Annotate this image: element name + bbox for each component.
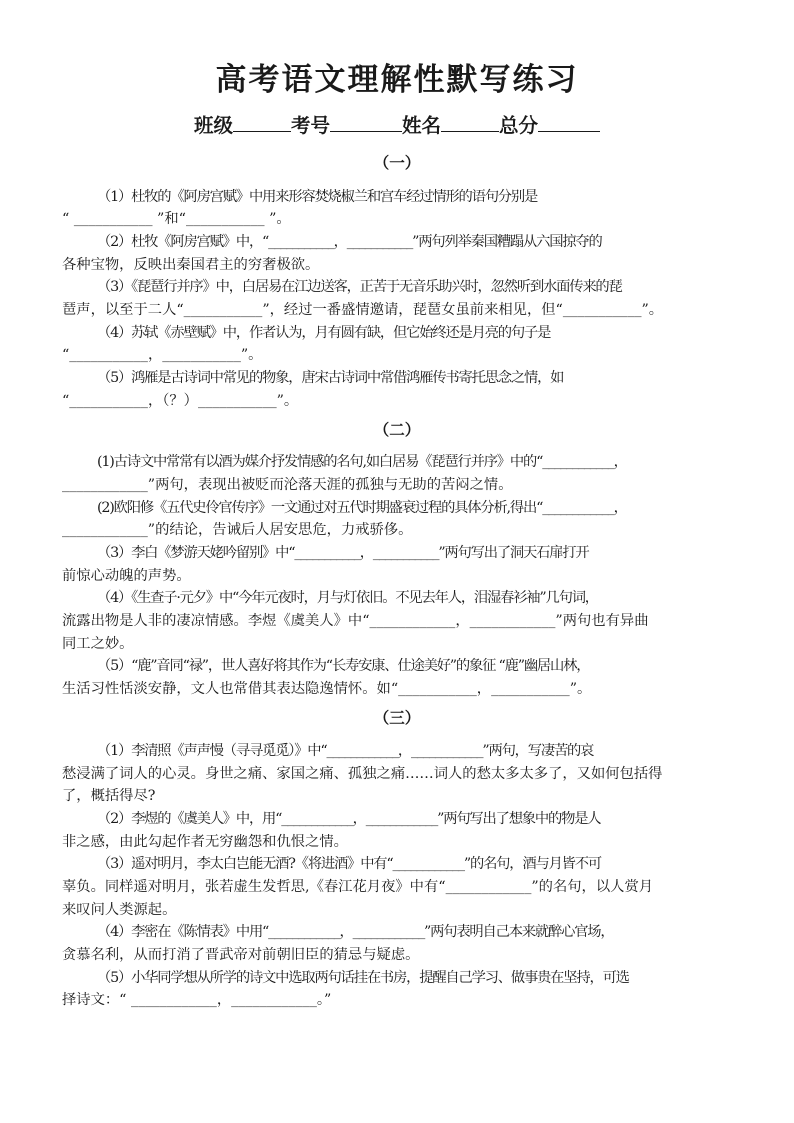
- name-label: 姓名: [402, 114, 442, 137]
- question-line: (1)古诗文中常常有以酒为媒介抒发情感的名句,如白居易《琵琶行并序》中的“____________，: [97, 454, 627, 470]
- total-field[interactable]: [538, 110, 600, 132]
- question-line: (2)欧阳修《五代史伶官传序》一文通过对五代时期盛衰过程的具体分析,得出“____________，: [97, 500, 627, 516]
- question-line: （2）李煜的《虞美人》中，用“____________，____________”两句写出了想象中的物是人: [97, 811, 601, 827]
- section-heading: （一）: [373, 154, 421, 172]
- question-line: 前惊心动魄的声势。: [62, 568, 191, 584]
- question-line: （1）杜牧的《阿房宫赋》中用来形容焚烧椒兰和宫车经过情形的语句分别是: [97, 189, 538, 205]
- question-line: （3）李白《梦游天姥吟留别》中“___________，___________”两句写出了洞天石扉打开: [97, 545, 589, 561]
- question-line: （5）小华同学想从所学的诗文中选取两句话挂在书房，提醒自己学习、做事贵在坚持，可选: [97, 970, 629, 986]
- student-info-line: [0, 110, 794, 141]
- section-heading: （三）: [373, 709, 421, 727]
- question-line: ____________”的结论，告诫后人居安思危，力戒骄侈。: [62, 522, 413, 538]
- question-line: 流露出物是人非的凄凉情感。李煜《虞美人》中“____________，____________”两句也有异曲: [62, 613, 649, 629]
- question-line: “___________，___________”。: [62, 347, 263, 363]
- question-line: 辜负。同样遥对明月，张若虚生发哲思,《春江花月夜》中有“____________”的名句，以人赏月: [62, 879, 654, 895]
- class-label: 班级: [193, 114, 233, 137]
- question-line: （5）“鹿”音同“禄”，世人喜好将其作为“长寿安康、仕途美好”的象征 “鹿”幽居山林，: [97, 658, 590, 674]
- question-line: 各种宝物，反映出秦国君主的穷奢极欲。: [62, 257, 320, 273]
- question-line: （4）《生查子·元夕》中“今年元夜时，月与灯依旧。不见去年人，泪湿春衫袖”几句词，: [97, 590, 598, 606]
- exam-no-field[interactable]: [330, 110, 402, 132]
- question-line: 生活习性恬淡安静，文人也常借其表达隐逸情怀。如“___________，___________”。: [62, 681, 592, 697]
- question-line: “ ___________ ”和“___________ ”。: [62, 211, 291, 227]
- question-line: 了，概括得尽?: [62, 788, 156, 804]
- question-line: 同工之妙。: [62, 636, 134, 652]
- question-line: （3）《琵琶行并序》中，白居易在江边送客，正苦于无音乐助兴时，忽然听到水面传来的琵: [97, 279, 622, 295]
- question-line: （5）鸿雁是古诗词中常见的物象，唐宋古诗词中常借鸿雁传书寄托思念之情，如: [97, 370, 564, 386]
- question-line: 愁浸满了词人的心灵。身世之痛、家国之痛、孤独之痛……词人的愁太多太多了，又如何包括得: [62, 766, 663, 782]
- exam-no-label: 考号: [290, 114, 330, 137]
- question-line: ____________”两句，表现出被贬而沦落天涯的孤独与无助的苦闷之情。: [62, 477, 513, 493]
- question-line: “___________，（？）___________”。: [62, 393, 299, 409]
- name-field[interactable]: [441, 110, 499, 132]
- question-line: 贪慕名利，从而打消了晋武帝对前朝旧臣的猜忌与疑虑。: [62, 947, 420, 963]
- question-line: （1）李清照《声声慢（寻寻觅觅）》中“____________，____________”两句，写凄苦的哀: [97, 743, 594, 759]
- question-line: （3）遥对明月，李太白岂能无酒?《将进酒》中有“____________”的名句，酒与月皆不可: [97, 856, 601, 872]
- total-label: 总分: [499, 114, 539, 137]
- question-line: 琶声，以至于二人“___________”，经过一番盛情邀请，琵琶女虽前来相见，但“___________”。: [62, 302, 664, 318]
- section-heading: （二）: [373, 421, 421, 439]
- question-line: 来叹问人类源起。: [62, 902, 177, 918]
- page-title: 高考语文理解性默写练习: [215, 62, 579, 98]
- question-line: （4）李密在《陈情表》中用“____________，____________”两句表明自己本来就醉心官场，: [97, 924, 614, 940]
- question-line: 择诗文：“ ____________，____________。”: [62, 992, 332, 1008]
- question-line: 非之感，由此勾起作者无穷幽怨和仇恨之情。: [62, 834, 348, 850]
- question-line: （2）杜牧《阿房宫赋》中，“___________，___________”两句列举秦国糟蹋从六国掠夺的: [97, 234, 602, 250]
- class-field[interactable]: [233, 110, 291, 132]
- question-line: （4）苏轼《赤壁赋》中，作者认为，月有圆有缺，但它始终还是月亮的句子是: [97, 325, 551, 341]
